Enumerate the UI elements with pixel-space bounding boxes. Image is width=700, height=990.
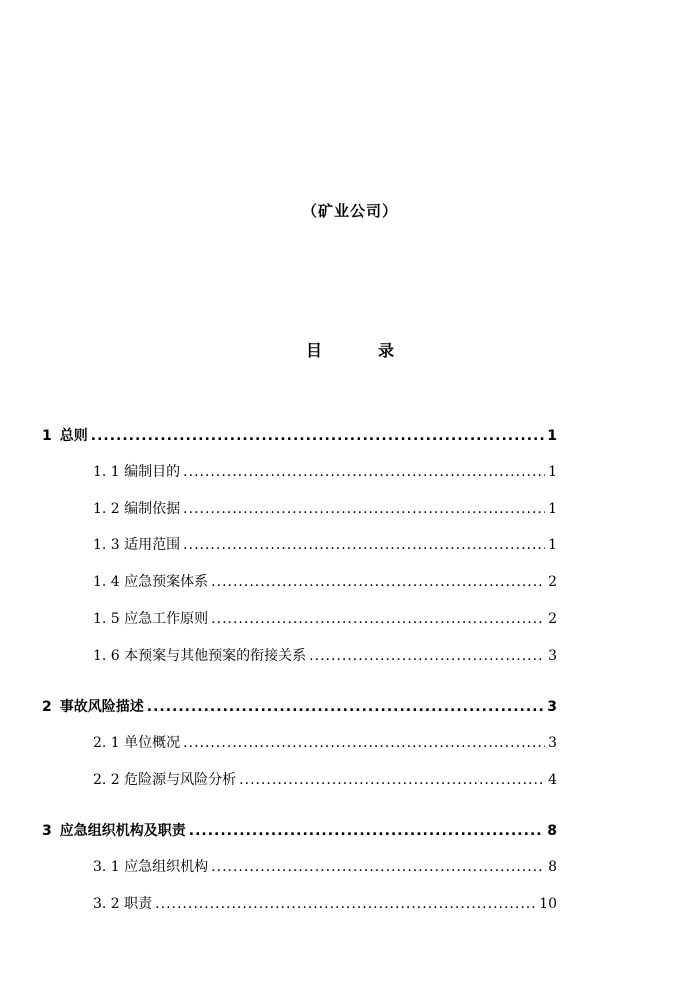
toc-section-2[interactable] — [42, 695, 557, 719]
toc-leader-dots — [239, 768, 545, 792]
toc-page-number: 1 — [548, 464, 557, 480]
toc-page-number: 4 — [548, 772, 557, 788]
toc-item-title: 3. 1 应急组织机构 — [93, 859, 209, 875]
toc-section-title: 应急组织机构及职责 — [59, 823, 186, 839]
toc-item[interactable] — [93, 607, 557, 631]
toc-item[interactable] — [93, 644, 557, 668]
toc-section-1[interactable] — [42, 424, 557, 448]
toc-page-number: 2 — [548, 574, 557, 590]
toc-page-number: 1 — [548, 501, 557, 517]
toc-item[interactable] — [93, 731, 557, 755]
toc-page-number: 10 — [539, 896, 557, 912]
toc-section-number: 1 — [42, 428, 52, 444]
toc-section-3[interactable] — [42, 819, 557, 843]
toc-leader-dots — [183, 497, 545, 521]
toc-item[interactable] — [93, 497, 557, 521]
toc-leader-dots — [183, 731, 545, 755]
toc-leader-dots — [309, 644, 545, 668]
toc-item[interactable] — [93, 460, 557, 484]
toc-page-number: 3 — [548, 735, 557, 751]
toc-leader-dots — [189, 819, 545, 843]
toc-section-number: 2 — [42, 699, 52, 715]
toc-page-number: 3 — [547, 699, 557, 715]
toc-leader-dots — [211, 570, 545, 594]
toc-item[interactable] — [93, 768, 557, 792]
toc-item-title: 1. 6 本预案与其他预案的衔接关系 — [93, 648, 307, 664]
toc-leader-dots — [147, 695, 545, 719]
toc-section-title: 事故风险描述 — [59, 699, 144, 715]
toc-page-number: 8 — [548, 859, 557, 875]
toc-page-number: 3 — [548, 648, 557, 664]
toc-item-title: 1. 3 适用范围 — [93, 537, 181, 553]
toc-leader-dots — [211, 607, 545, 631]
toc-heading — [0, 338, 700, 361]
toc-item-title: 1. 4 应急预案体系 — [93, 574, 209, 590]
toc-section-number: 3 — [42, 823, 52, 839]
toc-leader-dots — [183, 533, 545, 557]
toc-leader-dots — [155, 892, 536, 916]
toc-section-title: 总则 — [59, 428, 88, 444]
toc-page-number: 1 — [548, 537, 557, 553]
toc-item-title: 2. 2 危险源与风险分析 — [93, 772, 237, 788]
toc-page-number: 8 — [547, 823, 557, 839]
toc-item-title: 2. 1 单位概况 — [93, 735, 181, 751]
toc-leader-dots — [91, 424, 545, 448]
company-name: （矿业公司） — [301, 202, 398, 220]
toc-leader-dots — [211, 855, 545, 879]
toc-item-title: 1. 1 编制目的 — [93, 464, 181, 480]
toc-heading-right: 录 — [378, 341, 395, 360]
toc-item-title: 1. 2 编制依据 — [93, 501, 181, 517]
toc-item[interactable] — [93, 533, 557, 557]
toc-item[interactable] — [93, 892, 557, 916]
toc-item[interactable] — [93, 570, 557, 594]
toc-heading-left: 目 — [305, 341, 322, 360]
toc-page-number: 2 — [548, 611, 557, 627]
toc-item-title: 3. 2 职责 — [93, 896, 153, 912]
toc-leader-dots — [183, 460, 545, 484]
toc-item-title: 1. 5 应急工作原则 — [93, 611, 209, 627]
toc-item[interactable] — [93, 855, 557, 879]
toc-page-number: 1 — [547, 428, 557, 444]
